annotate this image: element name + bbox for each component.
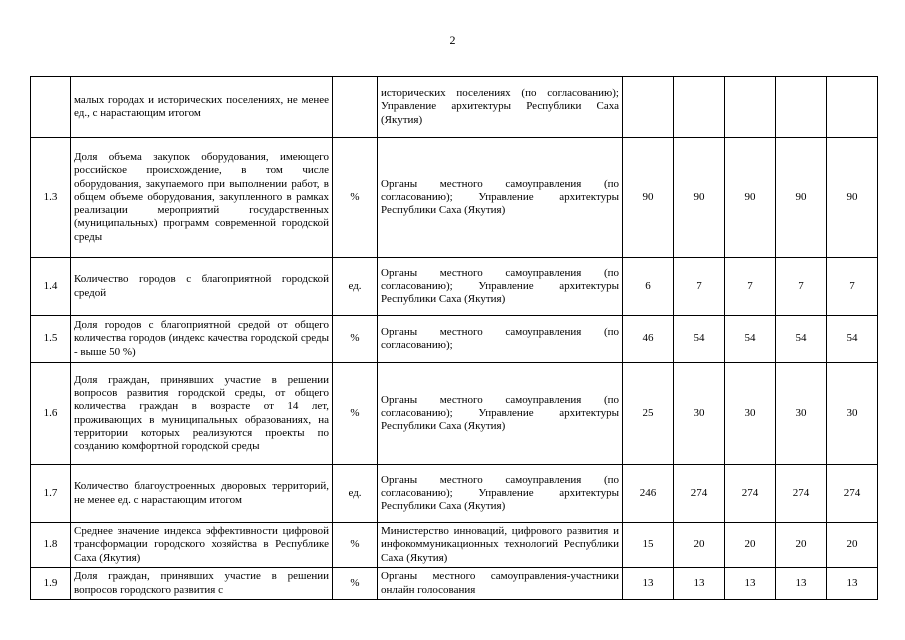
value-cell: 20	[776, 523, 827, 568]
row-number: 1.6	[31, 363, 71, 465]
value-cell: 13	[827, 568, 878, 600]
value-cell: 90	[623, 138, 674, 258]
unit-cell: %	[333, 568, 378, 600]
table-row	[31, 465, 878, 523]
unit-cell	[333, 77, 378, 138]
responsible-cell: исторических поселениях (по согласованию); Управление архитектуры Республики Саха (Якутия)	[378, 77, 623, 138]
indicator-name: Количество городов с благоприятной городской средой	[71, 258, 333, 316]
value-cell: 13	[725, 568, 776, 600]
indicators-table	[30, 76, 878, 600]
value-cell: 90	[674, 138, 725, 258]
value-cell: 13	[776, 568, 827, 600]
indicator-name: Доля граждан, принявших участие в решении вопросов развития городской среды, от общего количества граждан в возрасте от 14 лет, проживающих в муниципальных образованиях, на территории которых реализуются проекты по созданию комфортной городской среды	[71, 363, 333, 465]
table-row	[31, 258, 878, 316]
table-row	[31, 363, 878, 465]
table-row	[31, 316, 878, 363]
value-cell	[674, 77, 725, 138]
value-cell: 7	[776, 258, 827, 316]
responsible-cell: Органы местного самоуправления (по согласованию); Управление архитектуры Республики Саха (Якутия)	[378, 138, 623, 258]
indicator-name: Среднее значение индекса эффективности цифровой трансформации городского хозяйства в Республике Саха (Якутия)	[71, 523, 333, 568]
indicator-name: Доля граждан, принявших участие в решении вопросов городского развития с	[71, 568, 333, 600]
table-row	[31, 138, 878, 258]
value-cell: 15	[623, 523, 674, 568]
responsible-cell: Органы местного самоуправления-участники онлайн голосования	[378, 568, 623, 600]
row-number: 1.4	[31, 258, 71, 316]
indicator-name: Доля объема закупок оборудования, имеющего российское происхождение, в том числе оборудования, закупаемого при выполнении работ, в общем объеме оборудования, закупленного в рамках реализации мероприятий государственных (муниципальных) программ современной городской среды	[71, 138, 333, 258]
value-cell: 7	[725, 258, 776, 316]
page-number: 2	[449, 33, 456, 47]
value-cell: 246	[623, 465, 674, 523]
value-cell: 30	[776, 363, 827, 465]
value-cell	[725, 77, 776, 138]
value-cell: 13	[623, 568, 674, 600]
value-cell: 274	[725, 465, 776, 523]
row-number: 1.7	[31, 465, 71, 523]
responsible-cell: Органы местного самоуправления (по согласованию); Управление архитектуры Республики Саха (Якутия)	[378, 258, 623, 316]
row-number: 1.3	[31, 138, 71, 258]
value-cell: 20	[827, 523, 878, 568]
row-number: 1.8	[31, 523, 71, 568]
value-cell: 30	[674, 363, 725, 465]
unit-cell: %	[333, 316, 378, 363]
value-cell	[623, 77, 674, 138]
row-number	[31, 77, 71, 138]
value-cell: 54	[674, 316, 725, 363]
unit-cell: %	[333, 523, 378, 568]
value-cell: 54	[776, 316, 827, 363]
responsible-cell: Органы местного самоуправления (по согласованию); Управление архитектуры Республики Саха (Якутия)	[378, 465, 623, 523]
indicator-name: Доля городов с благоприятной средой от общего количества городов (индекс качества городской среды - выше 50 %)	[71, 316, 333, 363]
value-cell: 20	[674, 523, 725, 568]
row-number: 1.9	[31, 568, 71, 600]
value-cell: 30	[827, 363, 878, 465]
value-cell	[827, 77, 878, 138]
unit-cell: %	[333, 363, 378, 465]
value-cell: 274	[776, 465, 827, 523]
table-row	[31, 77, 878, 138]
unit-cell: ед.	[333, 465, 378, 523]
table-row	[31, 523, 878, 568]
value-cell: 30	[725, 363, 776, 465]
indicator-name: Количество благоустроенных дворовых территорий, не менее ед. с нарастающим итогом	[71, 465, 333, 523]
value-cell: 25	[623, 363, 674, 465]
value-cell: 54	[827, 316, 878, 363]
value-cell: 46	[623, 316, 674, 363]
value-cell: 6	[623, 258, 674, 316]
value-cell: 54	[725, 316, 776, 363]
responsible-cell: Министерство инноваций, цифрового развития и инфокоммуникационных технологий Республики Саха (Якутия)	[378, 523, 623, 568]
value-cell: 90	[776, 138, 827, 258]
value-cell: 90	[827, 138, 878, 258]
value-cell: 90	[725, 138, 776, 258]
responsible-cell: Органы местного самоуправления (по согласованию);	[378, 316, 623, 363]
row-number: 1.5	[31, 316, 71, 363]
unit-cell: %	[333, 138, 378, 258]
unit-cell: ед.	[333, 258, 378, 316]
value-cell: 274	[674, 465, 725, 523]
indicator-name: малых городах и исторических поселениях, не менее ед., с нарастающим итогом	[71, 77, 333, 138]
table-row	[31, 568, 878, 600]
value-cell: 20	[725, 523, 776, 568]
value-cell: 274	[827, 465, 878, 523]
value-cell	[776, 77, 827, 138]
value-cell: 13	[674, 568, 725, 600]
responsible-cell: Органы местного самоуправления (по согласованию); Управление архитектуры Республики Саха (Якутия)	[378, 363, 623, 465]
value-cell: 7	[827, 258, 878, 316]
value-cell: 7	[674, 258, 725, 316]
